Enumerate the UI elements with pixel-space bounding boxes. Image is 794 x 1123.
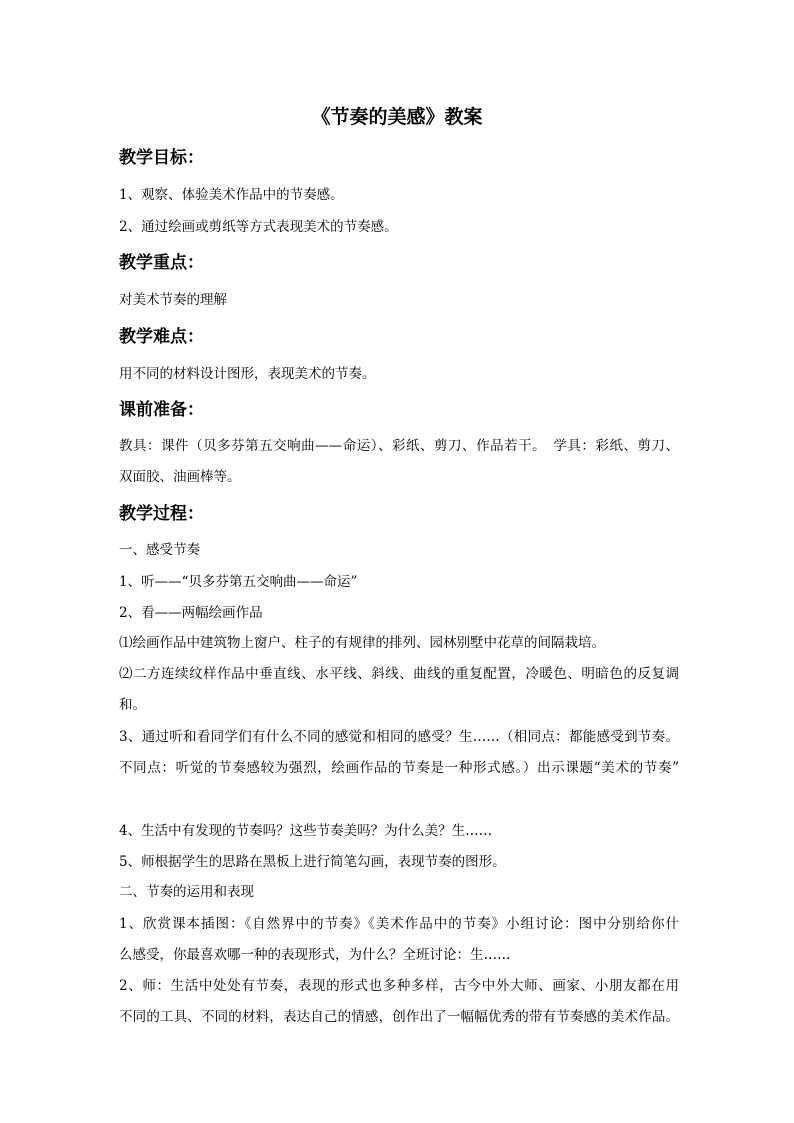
key-point-line-1: 对美术节奏的理解 bbox=[119, 292, 227, 308]
preparation-line-1: 教具：课件（贝多芬第五交响曲——命运）、彩纸、剪刀、作品若干。 学具：彩纸、剪刀、 bbox=[119, 438, 679, 454]
process-line-13: 么感受，你最喜欢哪一种的表现形式，为什么？全班讨论：生…… bbox=[119, 947, 511, 963]
difficulty-line-1: 用不同的材料设计图形，表现美术的节奏。 bbox=[119, 366, 376, 382]
process-line-2: 1、听——“贝多芬第五交响曲——命运” bbox=[119, 574, 358, 590]
section-heading-key-points: 教学重点： bbox=[119, 253, 204, 273]
process-line-6: 和。 bbox=[119, 697, 146, 713]
process-line-7: 3、通过听和看同学们有什么不同的感觉和相同的感受？生……（相同点：都能感受到节奏。 bbox=[119, 729, 679, 745]
process-line-15: 不同的工具、不同的材料，表达自己的情感，创作出了一幅幅优秀的带有节奏感的美术作品。 bbox=[119, 1009, 679, 1025]
process-line-1: 一、感受节奏 bbox=[119, 542, 200, 558]
document-title: 《节奏的美感》教案 bbox=[311, 106, 483, 128]
section-heading-process: 教学过程： bbox=[119, 504, 204, 524]
process-line-10: 5、师根据学生的思路在黑板上进行简笔勾画，表现节奏的图形。 bbox=[119, 854, 506, 870]
process-line-4: ⑴绘画作品中建筑物上窗户、柱子的有规律的排列、园林别墅中花草的间隔栽培。 bbox=[119, 635, 605, 651]
process-line-11: 二、节奏的运用和表现 bbox=[119, 884, 254, 900]
section-heading-difficulties: 教学难点： bbox=[119, 327, 204, 347]
process-line-12: 1、欣赏课本插图：《自然界中的节奏》《美术作品中的节奏》小组讨论：图中分别给你什 bbox=[119, 916, 679, 932]
process-line-8: 不同点：听觉的节奏感较为强烈，绘画作品的节奏是一种形式感。）出示课题“美术的节奏” bbox=[119, 760, 679, 776]
process-line-9: 4、生活中有发现的节奏吗？这些节奏美吗？为什么美？生…… bbox=[119, 823, 493, 839]
section-heading-objectives: 教学目标： bbox=[119, 148, 204, 168]
section-heading-preparation: 课前准备： bbox=[119, 400, 204, 420]
objective-line-1: 1、观察、体验美术作品中的节奏感。 bbox=[119, 187, 344, 203]
process-line-3: 2、看——两幅绘画作品 bbox=[119, 605, 263, 621]
objective-line-2: 2、通过绘画或剪纸等方式表现美术的节奏感。 bbox=[119, 219, 398, 235]
preparation-line-2: 双面胶、油画棒等。 bbox=[119, 469, 241, 485]
process-line-14: 2、师：生活中处处有节奏，表现的形式也多种多样，古今中外大师、画家、小朋友都在用 bbox=[119, 978, 679, 994]
process-line-5: ⑵二方连续纹样作品中垂直线、水平线、斜线、曲线的重复配置，冷暖色、明暗色的反复调 bbox=[119, 666, 679, 682]
